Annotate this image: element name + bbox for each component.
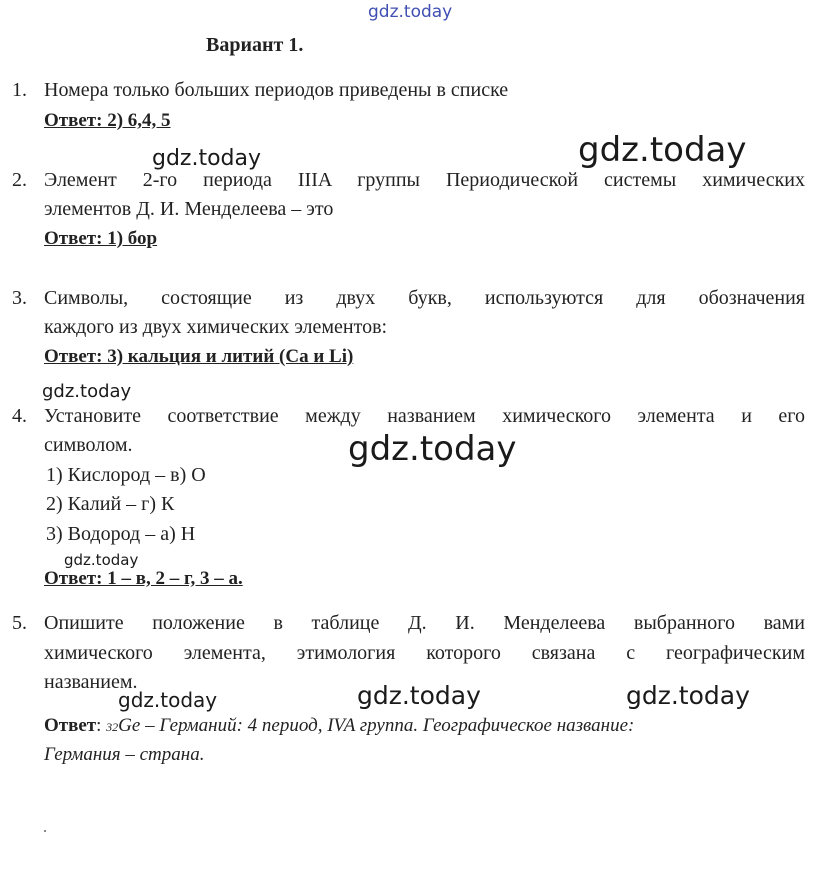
watermark: gdz.today	[626, 681, 750, 710]
watermark: gdz.today	[64, 551, 139, 569]
watermark: gdz.today	[578, 130, 747, 170]
answer-colon: :	[96, 715, 102, 736]
question-number: 5.	[12, 612, 27, 634]
watermark: gdz.today	[348, 429, 517, 469]
answer: Ответ: 1) бор	[44, 228, 158, 249]
answer: Ответ: 1 – в, 2 – г, 3 – а.	[44, 568, 243, 589]
question-text-line: химического элемента, этимология которого связана с географическим	[44, 642, 805, 664]
question-text-line: символом.	[44, 434, 133, 456]
answer-label: Ответ	[44, 715, 97, 736]
answer: Ответ: 3) кальция и литий (Ca и Li)	[44, 346, 354, 367]
question-number: 2.	[12, 169, 27, 191]
answer-text: Ge – Германий: 4 период, IVA группа. Географическое название:	[118, 715, 635, 736]
mass-number: 32	[106, 720, 119, 734]
answer-text-line: Германия – страна.	[44, 744, 205, 765]
question-text-line: названием.	[44, 671, 138, 693]
question-number: 1.	[12, 79, 27, 101]
watermark: gdz.today	[357, 681, 481, 710]
question-text-line: Опишите положение в таблице Д. И. Менделеева выбранного вами	[44, 612, 805, 634]
question-text: Номера только больших периодов приведены в списке	[44, 79, 509, 101]
question-number: 4.	[12, 405, 27, 427]
stray-dot	[44, 830, 46, 832]
watermark: gdz.today	[118, 688, 218, 712]
answer	[44, 716, 634, 735]
answer: Ответ: 2) 6,4, 5	[44, 110, 171, 131]
list-item: 1) Кислород – в) О	[46, 464, 206, 486]
question-text-line: Установите соответствие между названием химического элемента и его	[44, 405, 805, 427]
watermark: gdz.today	[368, 2, 453, 22]
question-text-line: Символы, состоящие из двух букв, используются для обозначения	[44, 287, 805, 309]
question-text-line: Элемент 2-го периода IIIA группы Периодической системы химических	[44, 169, 805, 191]
watermark: gdz.today	[152, 146, 262, 171]
question-text-line: элементов Д. И. Менделеева – это	[44, 198, 334, 220]
list-item: 3) Водород – а) Н	[46, 523, 196, 545]
question-text-line: каждого из двух химических элементов:	[44, 316, 388, 338]
page-title: Вариант 1.	[206, 34, 304, 56]
question-number: 3.	[12, 287, 27, 309]
watermark: gdz.today	[42, 381, 132, 402]
list-item: 2) Калий – г) К	[46, 493, 175, 515]
